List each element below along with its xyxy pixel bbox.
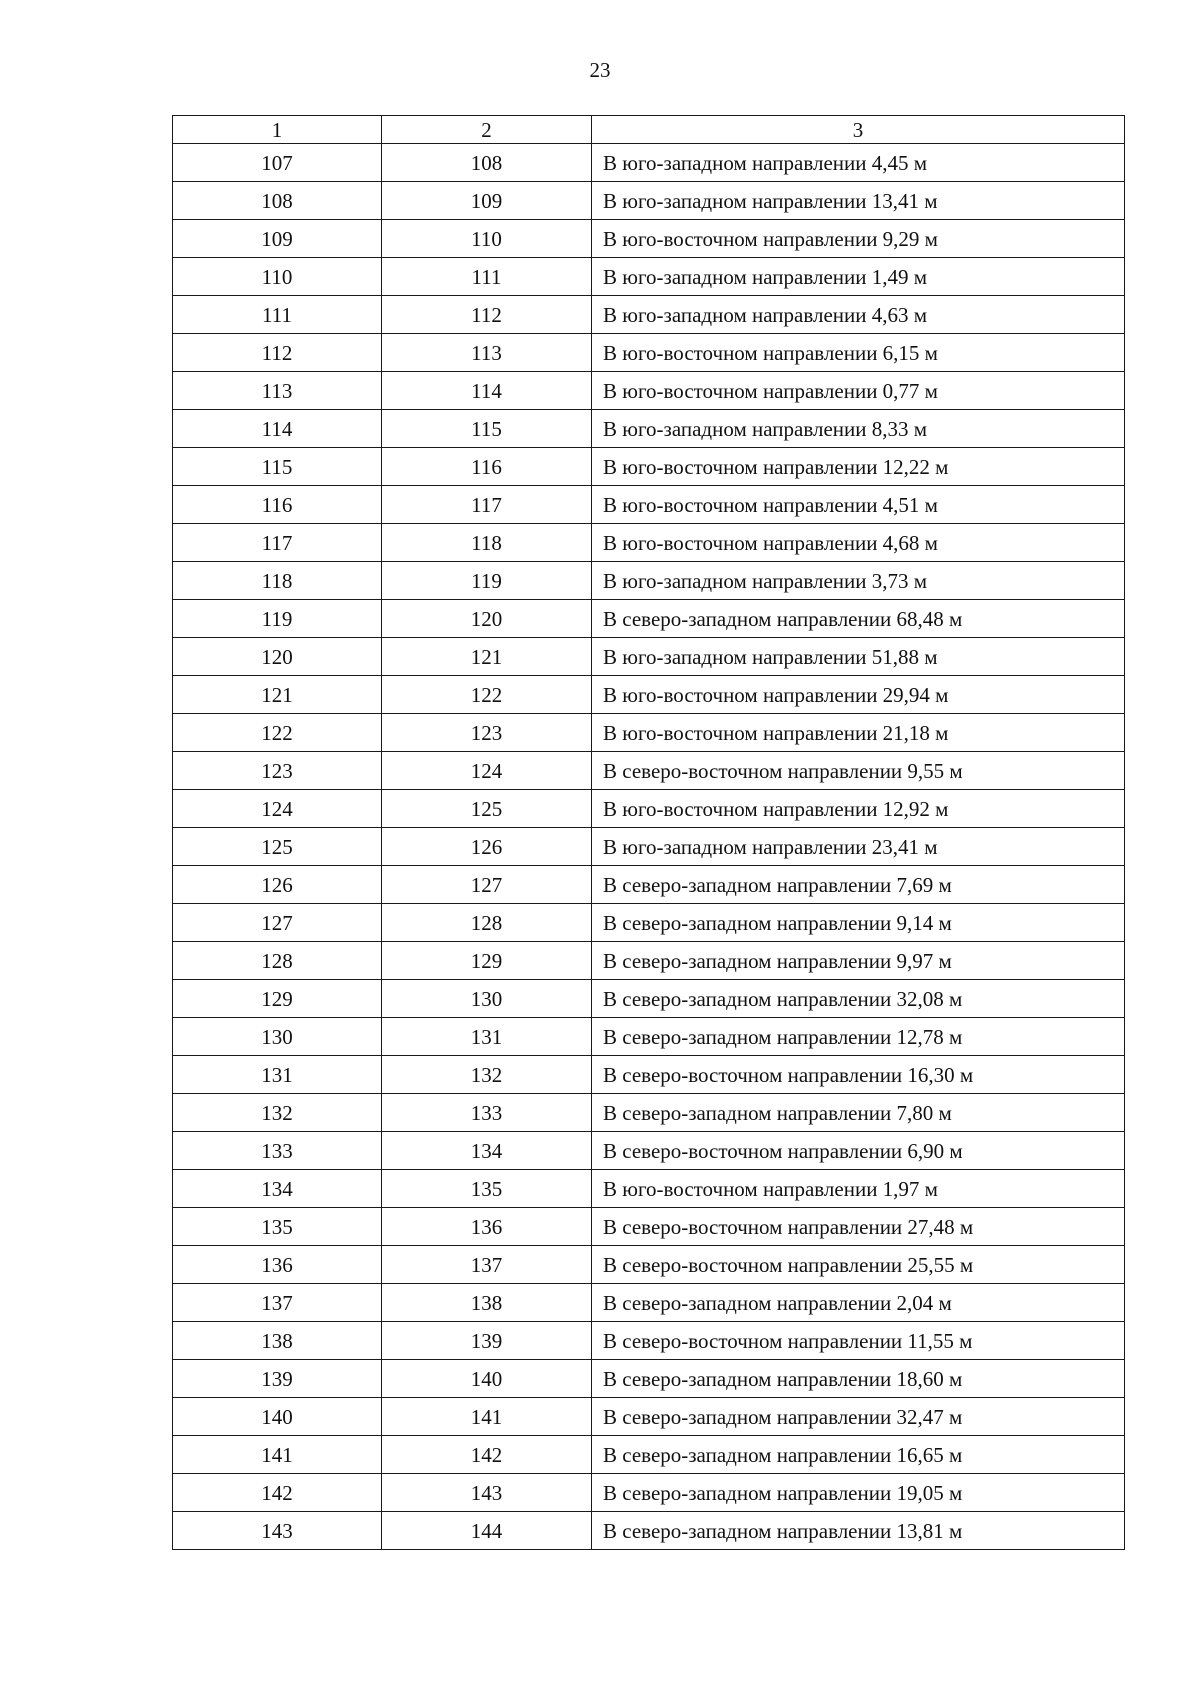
table-row	[173, 1094, 1125, 1132]
point-from-cell: 126	[173, 866, 382, 904]
direction-description-cell: В северо-восточном направлении 25,55 м	[592, 1246, 1125, 1284]
direction-description-cell: В юго-восточном направлении 6,15 м	[592, 334, 1125, 372]
direction-description-cell: В юго-западном направлении 23,41 м	[592, 828, 1125, 866]
point-to-cell: 117	[382, 486, 592, 524]
table-row	[173, 600, 1125, 638]
point-from-cell: 116	[173, 486, 382, 524]
table-body	[173, 144, 1125, 1550]
point-to-cell: 137	[382, 1246, 592, 1284]
point-from-cell: 111	[173, 296, 382, 334]
point-to-cell: 116	[382, 448, 592, 486]
point-from-cell: 107	[173, 144, 382, 182]
point-from-cell: 121	[173, 676, 382, 714]
header-row	[173, 116, 1125, 144]
point-from-cell: 124	[173, 790, 382, 828]
direction-description-cell: В северо-западном направлении 12,78 м	[592, 1018, 1125, 1056]
point-from-cell: 128	[173, 942, 382, 980]
point-from-cell: 139	[173, 1360, 382, 1398]
point-to-cell: 127	[382, 866, 592, 904]
table-row	[173, 1284, 1125, 1322]
point-from-cell: 125	[173, 828, 382, 866]
direction-description-cell: В юго-западном направлении 1,49 м	[592, 258, 1125, 296]
point-to-cell: 126	[382, 828, 592, 866]
table-row	[173, 524, 1125, 562]
table-row	[173, 676, 1125, 714]
point-to-cell: 118	[382, 524, 592, 562]
point-from-cell: 118	[173, 562, 382, 600]
table-row	[173, 1436, 1125, 1474]
direction-description-cell: В северо-западном направлении 32,47 м	[592, 1398, 1125, 1436]
table-row	[173, 1208, 1125, 1246]
table-row	[173, 486, 1125, 524]
table-header	[173, 116, 1125, 144]
point-to-cell: 114	[382, 372, 592, 410]
table-row	[173, 334, 1125, 372]
direction-description-cell: В северо-западном направлении 68,48 м	[592, 600, 1125, 638]
point-from-cell: 136	[173, 1246, 382, 1284]
header-col-3: 3	[592, 116, 1125, 144]
direction-description-cell: В северо-западном направлении 19,05 м	[592, 1474, 1125, 1512]
point-to-cell: 124	[382, 752, 592, 790]
table-row	[173, 372, 1125, 410]
table-row	[173, 1322, 1125, 1360]
table-row	[173, 258, 1125, 296]
point-to-cell: 132	[382, 1056, 592, 1094]
point-from-cell: 117	[173, 524, 382, 562]
table-row	[173, 1398, 1125, 1436]
point-from-cell: 122	[173, 714, 382, 752]
direction-description-cell: В северо-западном направлении 9,14 м	[592, 904, 1125, 942]
point-to-cell: 130	[382, 980, 592, 1018]
point-from-cell: 115	[173, 448, 382, 486]
point-to-cell: 110	[382, 220, 592, 258]
point-from-cell: 131	[173, 1056, 382, 1094]
header-col-2: 2	[382, 116, 592, 144]
table-row	[173, 1474, 1125, 1512]
point-from-cell: 140	[173, 1398, 382, 1436]
table-row	[173, 714, 1125, 752]
boundary-table	[172, 115, 1125, 1550]
direction-description-cell: В северо-восточном направлении 11,55 м	[592, 1322, 1125, 1360]
point-from-cell: 109	[173, 220, 382, 258]
direction-description-cell: В юго-западном направлении 51,88 м	[592, 638, 1125, 676]
point-from-cell: 129	[173, 980, 382, 1018]
point-from-cell: 137	[173, 1284, 382, 1322]
direction-description-cell: В северо-западном направлении 7,69 м	[592, 866, 1125, 904]
table-row	[173, 1018, 1125, 1056]
point-to-cell: 111	[382, 258, 592, 296]
point-to-cell: 133	[382, 1094, 592, 1132]
point-to-cell: 144	[382, 1512, 592, 1550]
point-to-cell: 142	[382, 1436, 592, 1474]
point-to-cell: 115	[382, 410, 592, 448]
point-from-cell: 143	[173, 1512, 382, 1550]
point-from-cell: 120	[173, 638, 382, 676]
point-to-cell: 134	[382, 1132, 592, 1170]
direction-description-cell: В юго-восточном направлении 29,94 м	[592, 676, 1125, 714]
direction-description-cell: В юго-восточном направлении 9,29 м	[592, 220, 1125, 258]
header-col-1: 1	[173, 116, 382, 144]
point-to-cell: 109	[382, 182, 592, 220]
direction-description-cell: В северо-западном направлении 9,97 м	[592, 942, 1125, 980]
direction-description-cell: В юго-восточном направлении 21,18 м	[592, 714, 1125, 752]
point-from-cell: 135	[173, 1208, 382, 1246]
point-to-cell: 122	[382, 676, 592, 714]
point-to-cell: 113	[382, 334, 592, 372]
point-from-cell: 133	[173, 1132, 382, 1170]
direction-description-cell: В юго-западном направлении 13,41 м	[592, 182, 1125, 220]
direction-description-cell: В юго-восточном направлении 4,68 м	[592, 524, 1125, 562]
point-from-cell: 114	[173, 410, 382, 448]
point-to-cell: 125	[382, 790, 592, 828]
direction-description-cell: В северо-восточном направлении 6,90 м	[592, 1132, 1125, 1170]
table-row	[173, 1132, 1125, 1170]
direction-description-cell: В северо-западном направлении 13,81 м	[592, 1512, 1125, 1550]
direction-description-cell: В северо-восточном направлении 27,48 м	[592, 1208, 1125, 1246]
table-row	[173, 562, 1125, 600]
direction-description-cell: В юго-западном направлении 8,33 м	[592, 410, 1125, 448]
point-from-cell: 134	[173, 1170, 382, 1208]
table-row	[173, 942, 1125, 980]
table-row	[173, 410, 1125, 448]
direction-description-cell: В юго-восточном направлении 12,92 м	[592, 790, 1125, 828]
point-to-cell: 143	[382, 1474, 592, 1512]
table-row	[173, 980, 1125, 1018]
point-to-cell: 119	[382, 562, 592, 600]
point-to-cell: 131	[382, 1018, 592, 1056]
table-row	[173, 866, 1125, 904]
direction-description-cell: В юго-западном направлении 3,73 м	[592, 562, 1125, 600]
direction-description-cell: В северо-западном направлении 32,08 м	[592, 980, 1125, 1018]
table-row	[173, 220, 1125, 258]
direction-description-cell: В юго-восточном направлении 12,22 м	[592, 448, 1125, 486]
table-row	[173, 1360, 1125, 1398]
point-from-cell: 119	[173, 600, 382, 638]
table-row	[173, 1246, 1125, 1284]
point-from-cell: 132	[173, 1094, 382, 1132]
direction-description-cell: В северо-восточном направлении 16,30 м	[592, 1056, 1125, 1094]
point-to-cell: 120	[382, 600, 592, 638]
point-from-cell: 113	[173, 372, 382, 410]
table-row	[173, 1512, 1125, 1550]
direction-description-cell: В северо-западном направлении 7,80 м	[592, 1094, 1125, 1132]
point-from-cell: 108	[173, 182, 382, 220]
table-row	[173, 296, 1125, 334]
point-from-cell: 110	[173, 258, 382, 296]
table-row	[173, 1056, 1125, 1094]
direction-description-cell: В юго-восточном направлении 4,51 м	[592, 486, 1125, 524]
page-number: 23	[589, 58, 611, 82]
direction-description-cell: В северо-западном направлении 18,60 м	[592, 1360, 1125, 1398]
point-to-cell: 138	[382, 1284, 592, 1322]
table-row	[173, 828, 1125, 866]
point-to-cell: 139	[382, 1322, 592, 1360]
table-row	[173, 790, 1125, 828]
direction-description-cell: В северо-западном направлении 16,65 м	[592, 1436, 1125, 1474]
point-from-cell: 138	[173, 1322, 382, 1360]
table-row	[173, 448, 1125, 486]
direction-description-cell: В северо-западном направлении 2,04 м	[592, 1284, 1125, 1322]
point-to-cell: 112	[382, 296, 592, 334]
table-row	[173, 144, 1125, 182]
point-to-cell: 121	[382, 638, 592, 676]
point-from-cell: 141	[173, 1436, 382, 1474]
table-row	[173, 904, 1125, 942]
table-row	[173, 752, 1125, 790]
direction-description-cell: В юго-западном направлении 4,45 м	[592, 144, 1125, 182]
point-from-cell: 130	[173, 1018, 382, 1056]
table-row	[173, 638, 1125, 676]
direction-description-cell: В юго-восточном направлении 0,77 м	[592, 372, 1125, 410]
point-from-cell: 127	[173, 904, 382, 942]
point-from-cell: 123	[173, 752, 382, 790]
point-to-cell: 141	[382, 1398, 592, 1436]
point-to-cell: 135	[382, 1170, 592, 1208]
point-to-cell: 108	[382, 144, 592, 182]
point-to-cell: 140	[382, 1360, 592, 1398]
table-row	[173, 1170, 1125, 1208]
point-from-cell: 112	[173, 334, 382, 372]
point-to-cell: 129	[382, 942, 592, 980]
point-to-cell: 136	[382, 1208, 592, 1246]
direction-description-cell: В юго-западном направлении 4,63 м	[592, 296, 1125, 334]
point-to-cell: 128	[382, 904, 592, 942]
table-row	[173, 182, 1125, 220]
point-from-cell: 142	[173, 1474, 382, 1512]
point-to-cell: 123	[382, 714, 592, 752]
direction-description-cell: В северо-восточном направлении 9,55 м	[592, 752, 1125, 790]
direction-description-cell: В юго-восточном направлении 1,97 м	[592, 1170, 1125, 1208]
